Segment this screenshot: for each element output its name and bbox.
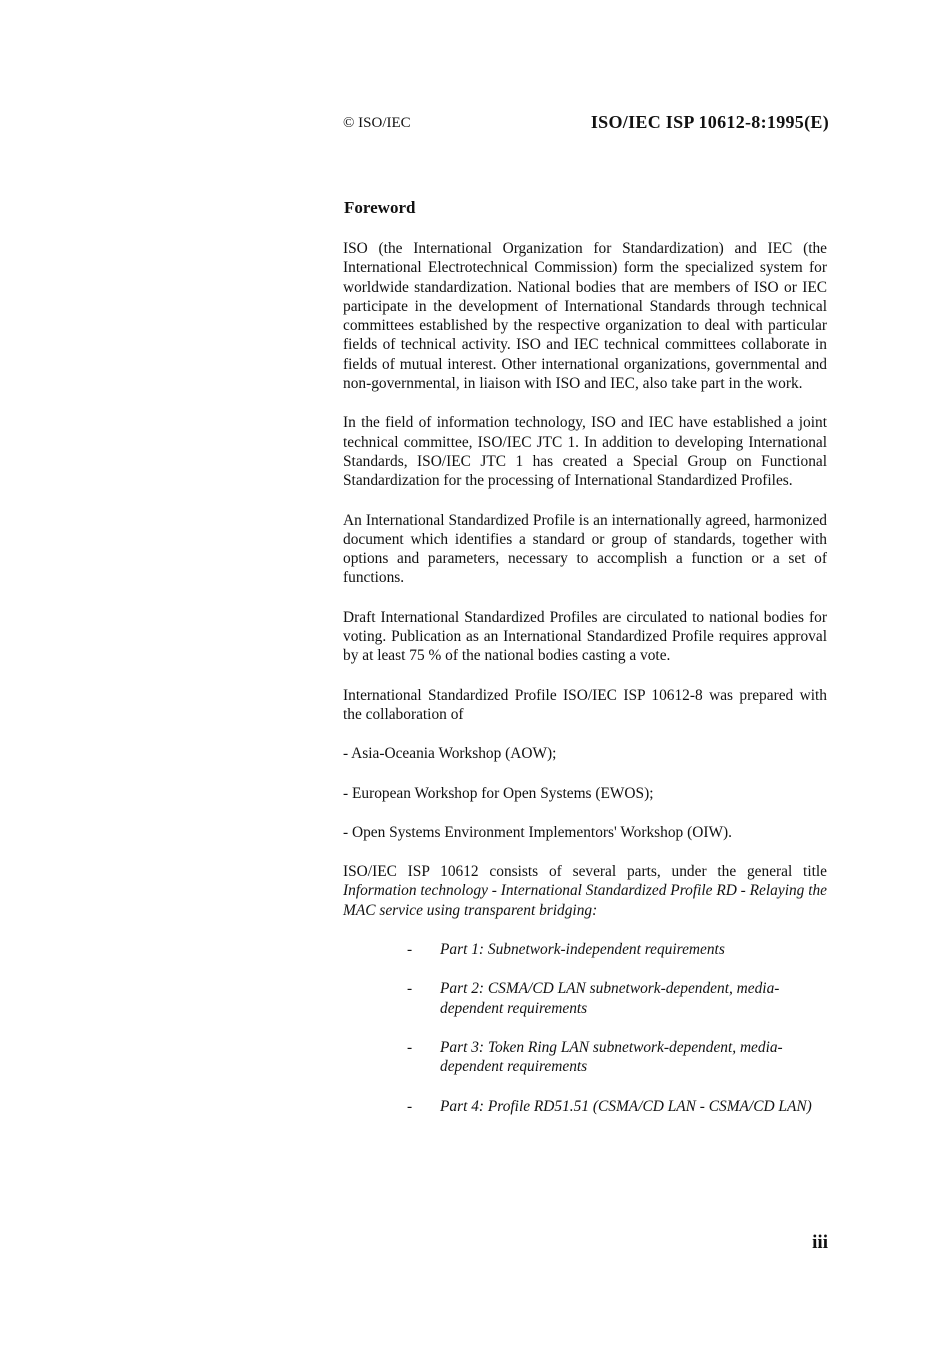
list-item: - Open Systems Environment Implementors' Workshop (OIW). (343, 823, 732, 841)
parts-paragraph (343, 862, 827, 920)
standard-designation: ISO/IEC ISP 10612-8:1995(E) (590, 112, 829, 132)
section-heading: Foreword (344, 198, 416, 217)
list-dash: - (407, 980, 413, 998)
list-item: - European Workshop for Open Systems (EWOS); (343, 784, 654, 802)
collaborator-list (343, 744, 827, 842)
page-number: iii (812, 1232, 828, 1253)
part-title: Part 1: Subnetwork-independent requirements (440, 941, 725, 959)
part-title: Part 4: Profile RD51.51 (CSMA/CD LAN - CSMA/CD LAN) (440, 1097, 812, 1115)
list-item (343, 979, 827, 1018)
list-dash: - (407, 1038, 413, 1056)
list-dash: - (407, 941, 413, 959)
list-item (343, 1038, 827, 1077)
general-title: Information technology - International Standardized Profile RD - Relaying the MAC service using transparent bridging: (343, 882, 828, 919)
paragraph: In the field of information technology, ISO and IEC have established a joint technical committee, ISO/IEC JTC 1. In addition to developing International Standards, ISO/IEC JTC 1 has created a Special Group on Functional Standardization for the processing of International Standardized Profiles. (343, 414, 827, 490)
list-item: - Asia-Oceania Workshop (AOW); (343, 745, 557, 763)
list-dash: - (407, 1097, 413, 1115)
list-item (343, 1097, 827, 1116)
part-title: Part 3: Token Ring LAN subnetwork-dependent, media-dependent requirements (440, 1038, 783, 1076)
paragraph: International Standardized Profile ISO/IEC ISP 10612-8 was prepared with the collaboration of (343, 686, 827, 723)
part-title: Part 2: CSMA/CD LAN subnetwork-dependent, media-dependent requirements (440, 980, 780, 1017)
list-item (343, 940, 827, 959)
paragraph: An International Standardized Profile is an internationally agreed, harmonized document which identifies a standard or group of standards, together with options and parameters, necessary to accomplish a function or a set of functions. (343, 511, 827, 587)
paragraph: Draft International Standardized Profiles are circulated to national bodies for voting. Publication as an International Standardized Profile requires approval by at least 75 % of the national bodies casting a vote. (343, 608, 827, 665)
body-text (343, 239, 827, 1136)
paragraph: ISO (the International Organization for Standardization) and IEC (the International Electrotechnical Commission) form the specialized system for worldwide standardization. National bodies that are members of ISO or IEC participate in the development of International Standards through technical committees established by the respective organization to deal with particular fields of technical activity. ISO and IEC technical committees collaborate in fields of mutual interest. Other international organizations, governmental and non-governmental, in liaison with ISO and IEC, also take part in the work. (343, 240, 827, 393)
parts-intro: ISO/IEC ISP 10612 consists of several parts, under the general title (343, 863, 827, 881)
page-header (343, 112, 829, 136)
parts-list (343, 940, 827, 1116)
copyright-notice: © ISO/IEC (343, 115, 411, 131)
